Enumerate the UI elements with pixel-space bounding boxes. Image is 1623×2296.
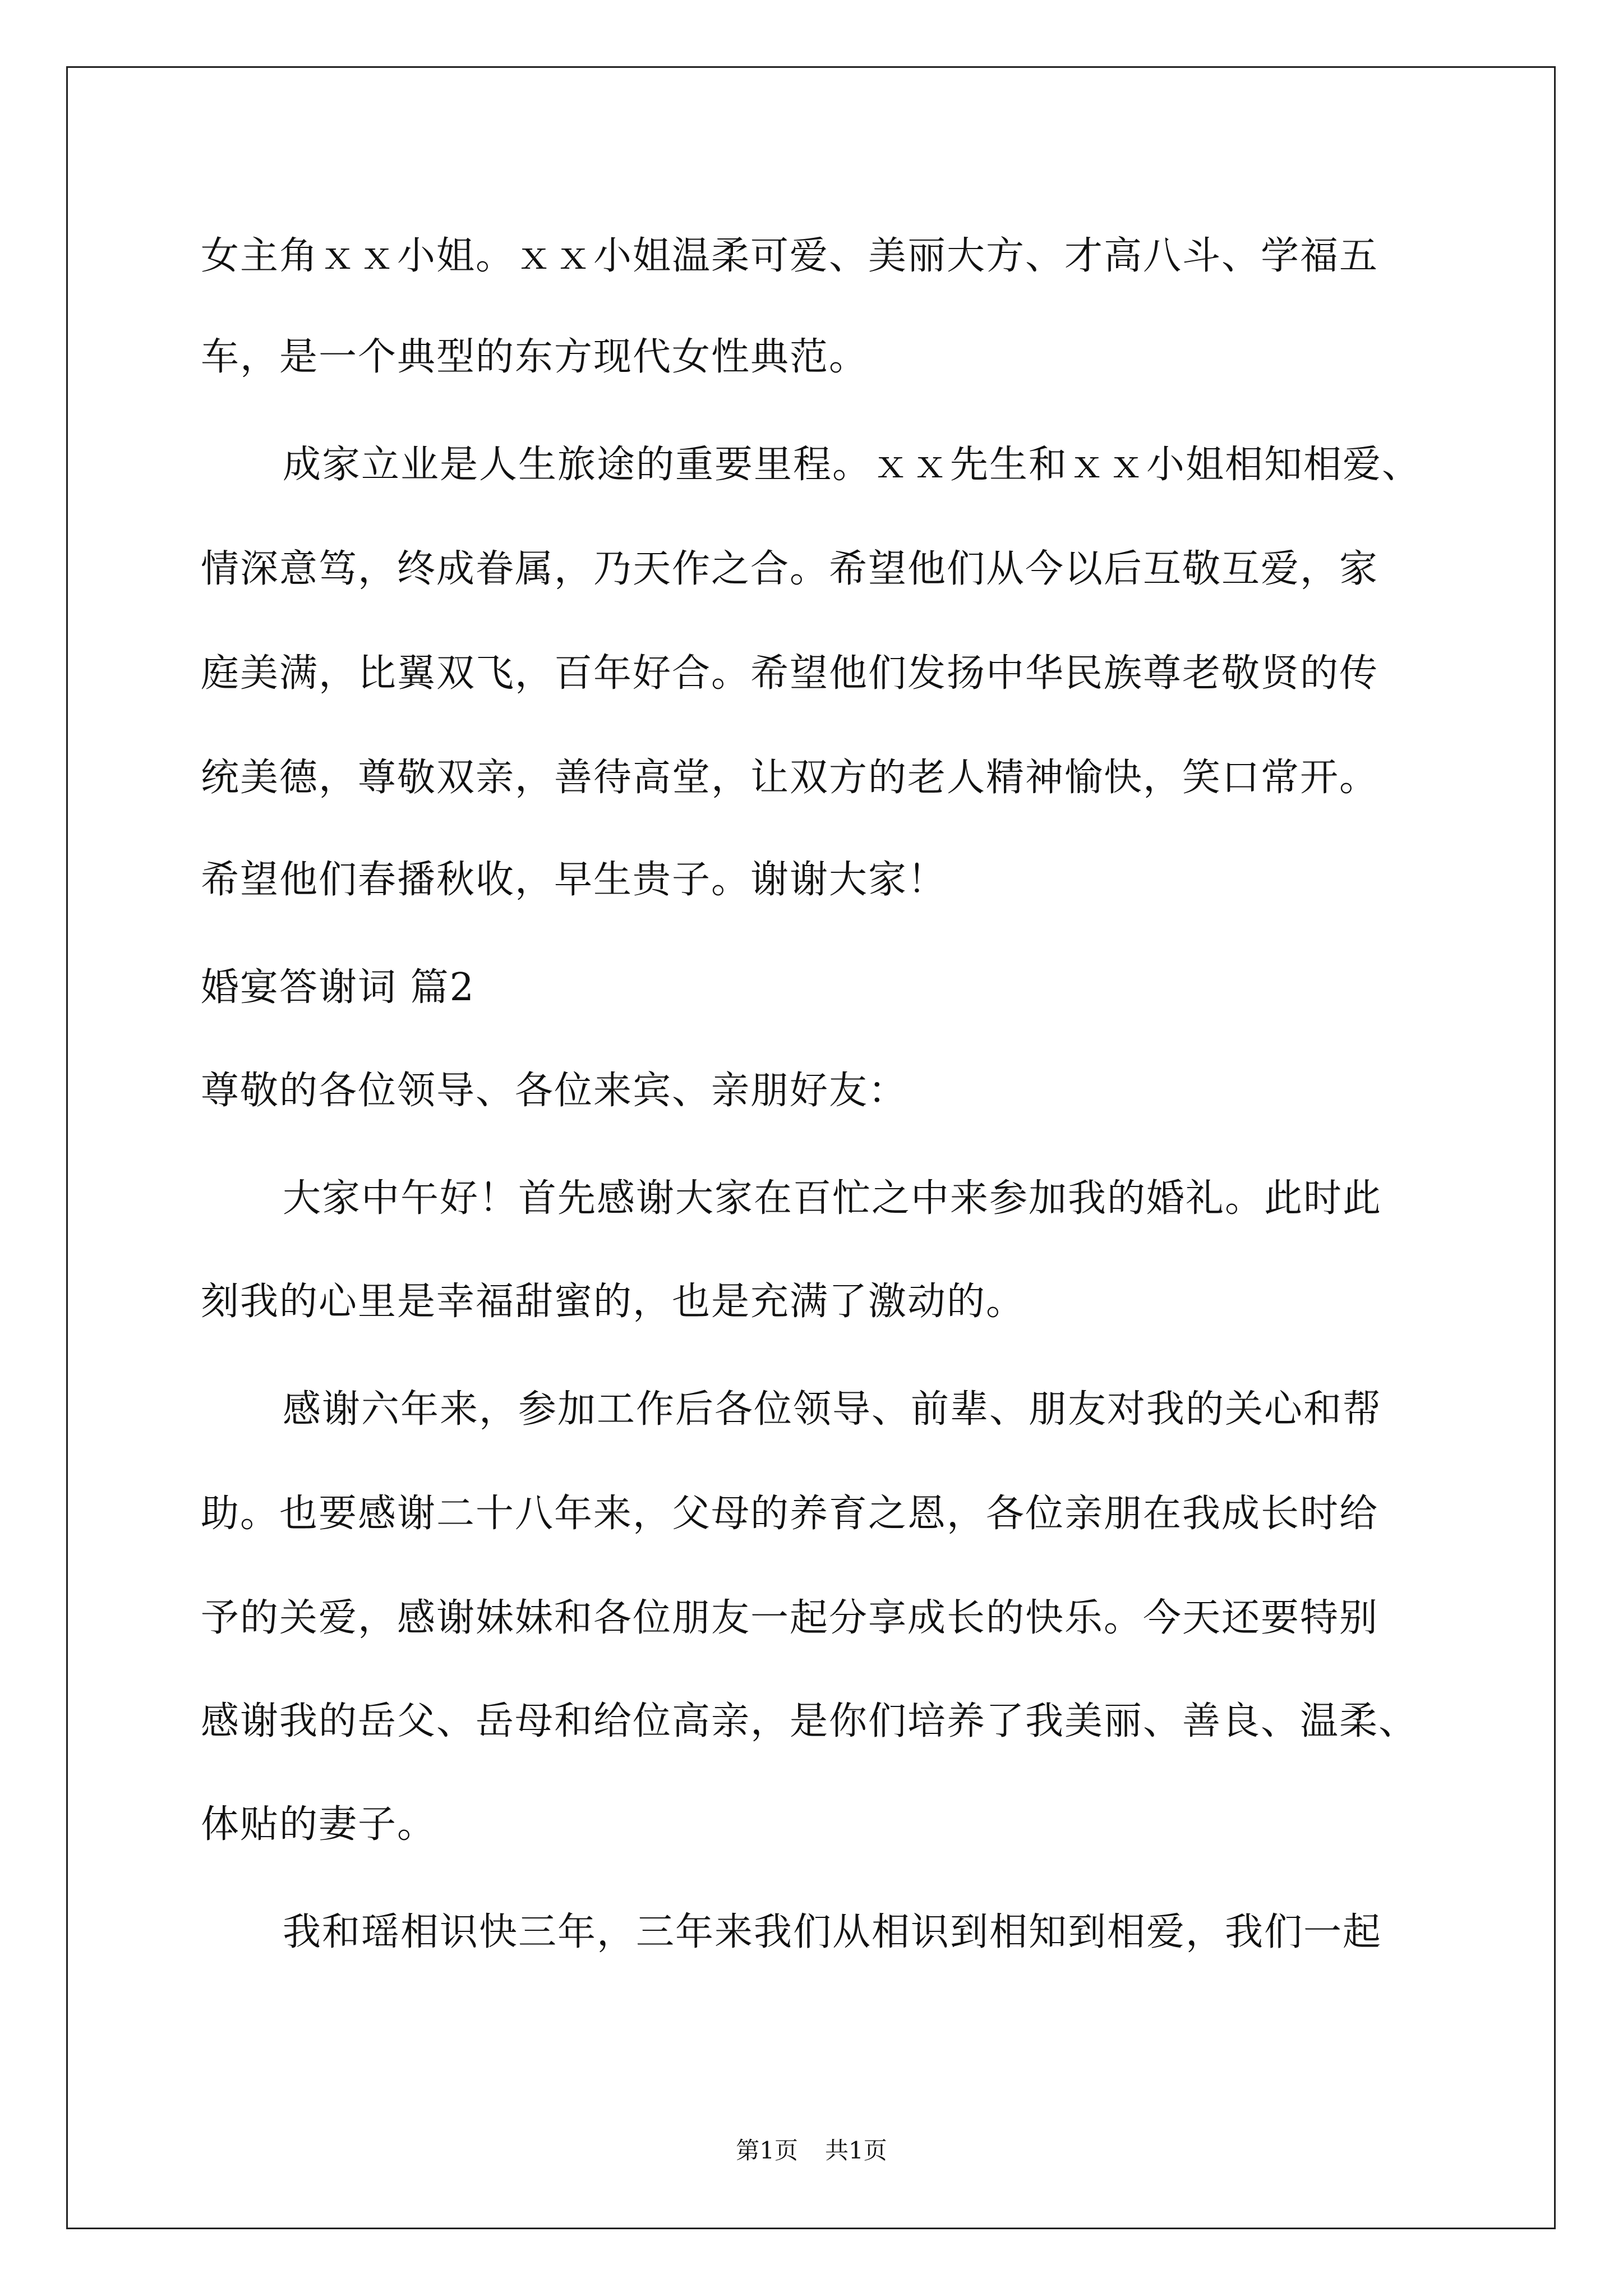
text-line: 予的关爱，感谢妹妹和各位朋友一起分享成长的快乐。今天还要特别 [201,1596,1379,1640]
paragraph-start-line: 成家立业是人生旅途的重要里程。ｘｘ先生和ｘｘ小姐相知相爱、 [283,443,1422,487]
text-line: 助。也要感谢二十八年来，父母的养育之恩，各位亲朋在我成长时给 [201,1492,1379,1536]
text-line: 庭美满，比翼双飞，百年好合。希望他们发扬中华民族尊老敬贤的传 [201,651,1379,696]
paragraph-start-line: 大家中午好！首先感谢大家在百忙之中来参加我的婚礼。此时此 [283,1176,1382,1221]
paragraph-start-line: 感谢六年来，参加工作后各位领导、前辈、朋友对我的关心和帮 [283,1387,1382,1432]
text-line: 车，是一个典型的东方现代女性典范。 [201,335,869,379]
paragraph-start-line: 我和瑶相识快三年，三年来我们从相识到相知到相爱，我们一起 [283,1910,1382,1954]
text-line: 情深意笃，终成眷属，乃天作之合。希望他们从今以后互敬互爱，家 [201,547,1379,591]
text-line: 体贴的妻子。 [201,1802,437,1847]
section-heading: 婚宴答谢词 篇2 [201,965,475,1010]
page-border [66,66,1556,2229]
text-line: 感谢我的岳父、岳母和给位高亲，是你们培养了我美丽、善良、温柔、 [201,1699,1418,1743]
text-line: 女主角ｘｘ小姐。ｘｘ小姐温柔可爱、美丽大方、才高八斗、学福五 [201,234,1379,278]
page-footer [0,2135,1623,2166]
text-line: 希望他们春播秋收，早生贵子。谢谢大家！ [201,858,947,902]
page-number: 第1页 [736,2137,798,2164]
page-total: 共1页 [825,2137,887,2164]
text-line: 刻我的心里是幸福甜蜜的，也是充满了激动的。 [201,1280,1026,1324]
salutation-line: 尊敬的各位领导、各位来宾、亲朋好友： [201,1069,908,1113]
text-line: 统美德，尊敬双亲，善待高堂，让双方的老人精神愉快，笑口常开。 [201,756,1379,800]
